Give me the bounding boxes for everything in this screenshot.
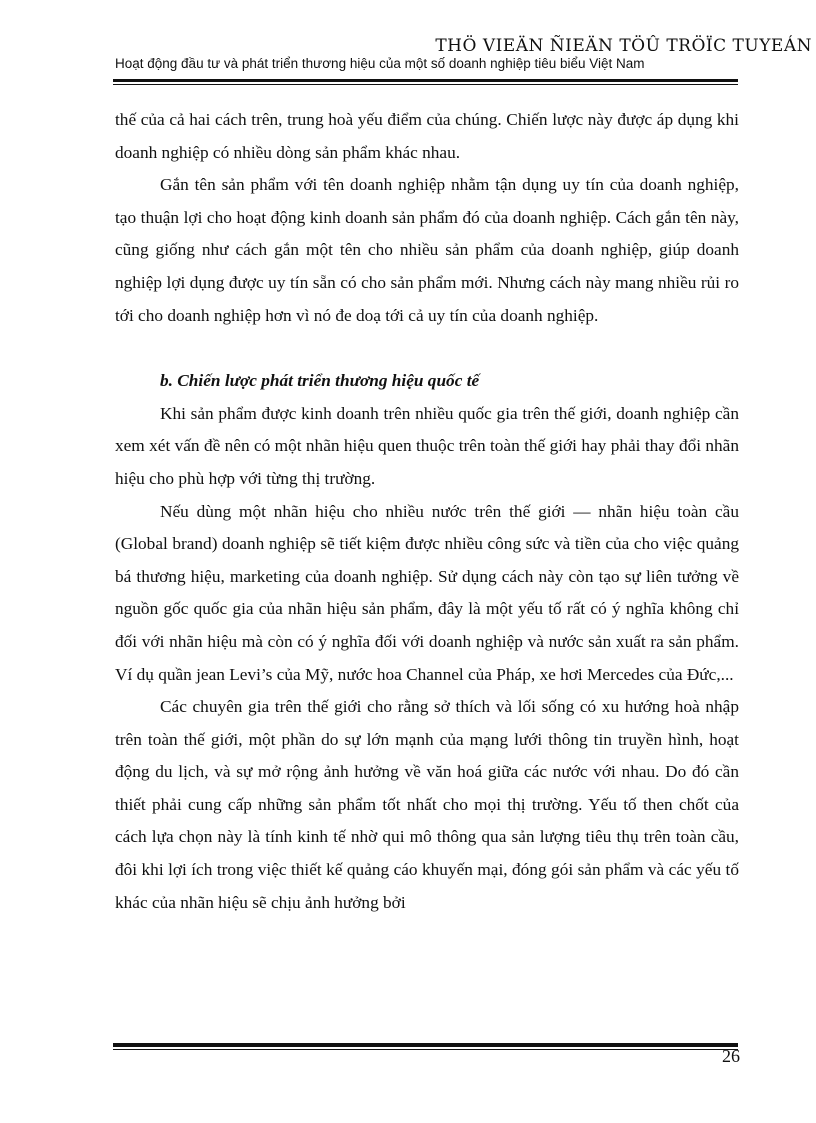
header-rule [113,79,738,85]
footer-rule [113,1041,738,1050]
section-heading: b. Chiến lược phát triển thương hiệu quốc tế [160,371,480,391]
watermark-text: THÖ VIEÄN ÑIEÄN TÖÛ TRÖÏC TUYEÁN [435,36,812,56]
page-body [115,104,739,919]
body-paragraph: Gắn tên sản phẩm với tên doanh nghiệp nhằm tận dụng uy tín của doanh nghiệp, tạo thuận lợi cho hoạt động kinh doanh sản phẩm đó của doanh nghiệp. Cách gắn tên này, cũng giống như cách gắn một tên cho nhiều sản phẩm của doanh nghiệp, giúp doanh nghiệp lợi dụng được uy tín sẵn có cho sản phẩm mới. Nhưng cách này mang nhiều rủi ro tới cho doanh nghiệp hơn vì nó đe doạ tới cả uy tín của doanh nghiệp. [115,175,739,325]
body-paragraph: Nếu dùng một nhãn hiệu cho nhiều nước trên thế giới — nhãn hiệu toàn cầu (Global brand) doanh nghiệp sẽ tiết kiệm được nhiều công sức và tiền của cho việc quảng bá thương hiệu, marketing của doanh nghiệp. Sử dụng cách này còn tạo sự liên tưởng về nguồn gốc quốc gia của nhãn hiệu sản phẩm, đây là một yếu tố rất có ý nghĩa không chỉ đối với nhãn hiệu mà còn có ý nghĩa đối với doanh nghiệp và nước sản xuất ra sản phẩm. Ví dụ quần jean Levi’s của Mỹ, nước hoa Channel của Pháp, xe hơi Mercedes của Đức,... [115,501,739,684]
body-paragraph: Khi sản phẩm được kinh doanh trên nhiều quốc gia trên thế giới, doanh nghiệp cần xem xét vấn đề nên có một nhãn hiệu quen thuộc trên toàn thế giới hay phải thay đổi nhãn hiệu cho phù hợp với từng thị trường. [115,403,739,488]
running-header: Hoạt động đầu tư và phát triển thương hiệu của một số doanh nghiệp tiêu biểu Việt Nam [115,56,645,71]
body-paragraph: thế của cả hai cách trên, trung hoà yếu điểm của chúng. Chiến lược này được áp dụng khi doanh nghiệp có nhiều dòng sản phẩm khác nhau. [115,110,739,162]
page-number: 26 [722,1046,740,1066]
body-paragraph: Các chuyên gia trên thế giới cho rằng sở thích và lối sống có xu hướng hoà nhập trên toàn thế giới, một phần do sự lớn mạnh của mạng lưới thông tin truyền hình, hoạt động du lịch, và sự mở rộng ảnh hưởng về văn hoá giữa các nước với nhau. Do đó cần thiết phải cung cấp những sản phẩm tốt nhất cho mọi thị trường. Yếu tố then chốt của cách lựa chọn này là tính kinh tế nhờ qui mô thông qua sản lượng tiêu thụ trên toàn cầu, đôi khi lợi ích trong việc thiết kế quảng cáo khuyến mại, đóng gói sản phẩm và các yếu tố khác của nhãn hiệu sẽ chịu ảnh hưởng bởi [115,697,739,912]
